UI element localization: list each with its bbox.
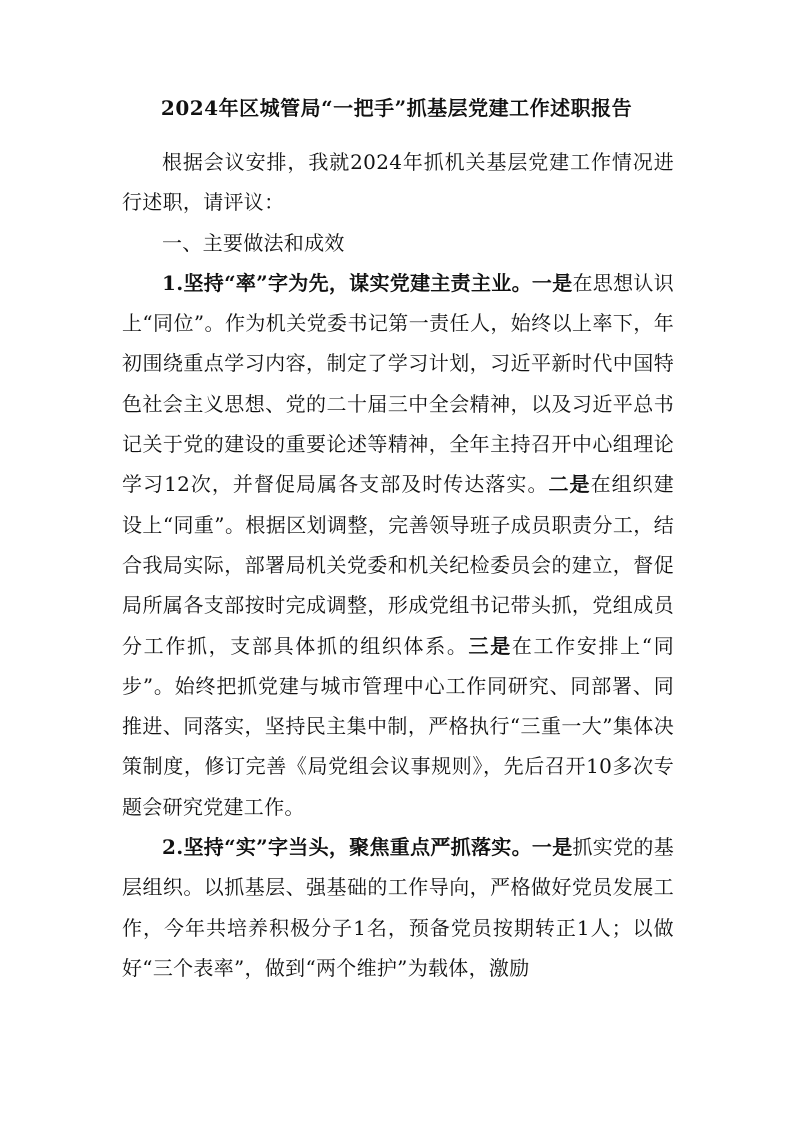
- item2-paragraph: [122, 827, 674, 988]
- item1-p2-text: 在组织建设上“同重”。根据区划调整，完善领导班子成员职责分工，结合我局实际，部署局机关党委和机关纪检委员会的建立，督促局所属各支部按时完成调整，形成党组书记带头抓，党组成员分工作抓，支部具体抓的组织体系。: [122, 472, 674, 658]
- item1-lead: 1.坚持“率”字为先，谋实党建主责主业。: [162, 270, 532, 295]
- item1-p3-text: 在工作安排上“同步”。始终把抓党建与城市管理中心工作同研究、同部署、同推进、同落实，坚持民主集中制，严格执行“三重一大”集体决策制度，修订完善《局党组会议事规则》，先后召开10多次专题会研究党建工作。: [122, 633, 674, 819]
- item2-p1-text: 抓实党的基层组织。以抓基层、强基础的工作导向，严格做好党员发展工作，今年共培养积极分子1名，预备党员按期转正1人；以做好“三个表率”，做到“两个维护”为载体，激励: [122, 835, 674, 980]
- document-title: 2024年区城管局“一把手”抓基层党建工作述职报告: [160, 96, 633, 120]
- section-heading: 一、主要做法和成效: [162, 230, 345, 255]
- item1-p1-marker: 一是: [531, 270, 573, 295]
- item2-lead: 2.坚持“实”字当头，聚焦重点严抓落实。: [162, 835, 532, 860]
- intro-paragraph: 根据会议安排，我就2024年抓机关基层党建工作情况进行述职，请评议：: [122, 150, 674, 215]
- item2-p1-marker: 一是: [531, 835, 573, 860]
- document-body: [122, 142, 674, 988]
- item1-p3-marker: 三是: [468, 633, 512, 658]
- item1-p2-marker: 二是: [548, 472, 591, 497]
- item1-p1-text: 在思想认识上“同位”。作为机关党委书记第一责任人，始终以上率下，年初围绕重点学习内容，制定了学习计划，习近平新时代中国特色社会主义思想、党的二十届三中全会精神，以及习近平总书记关于党的建设的重要论述等精神，全年主持召开中心组理论学习12次，并督促局属各支部及时传达落实。: [122, 270, 674, 497]
- item1-paragraph: [122, 263, 674, 827]
